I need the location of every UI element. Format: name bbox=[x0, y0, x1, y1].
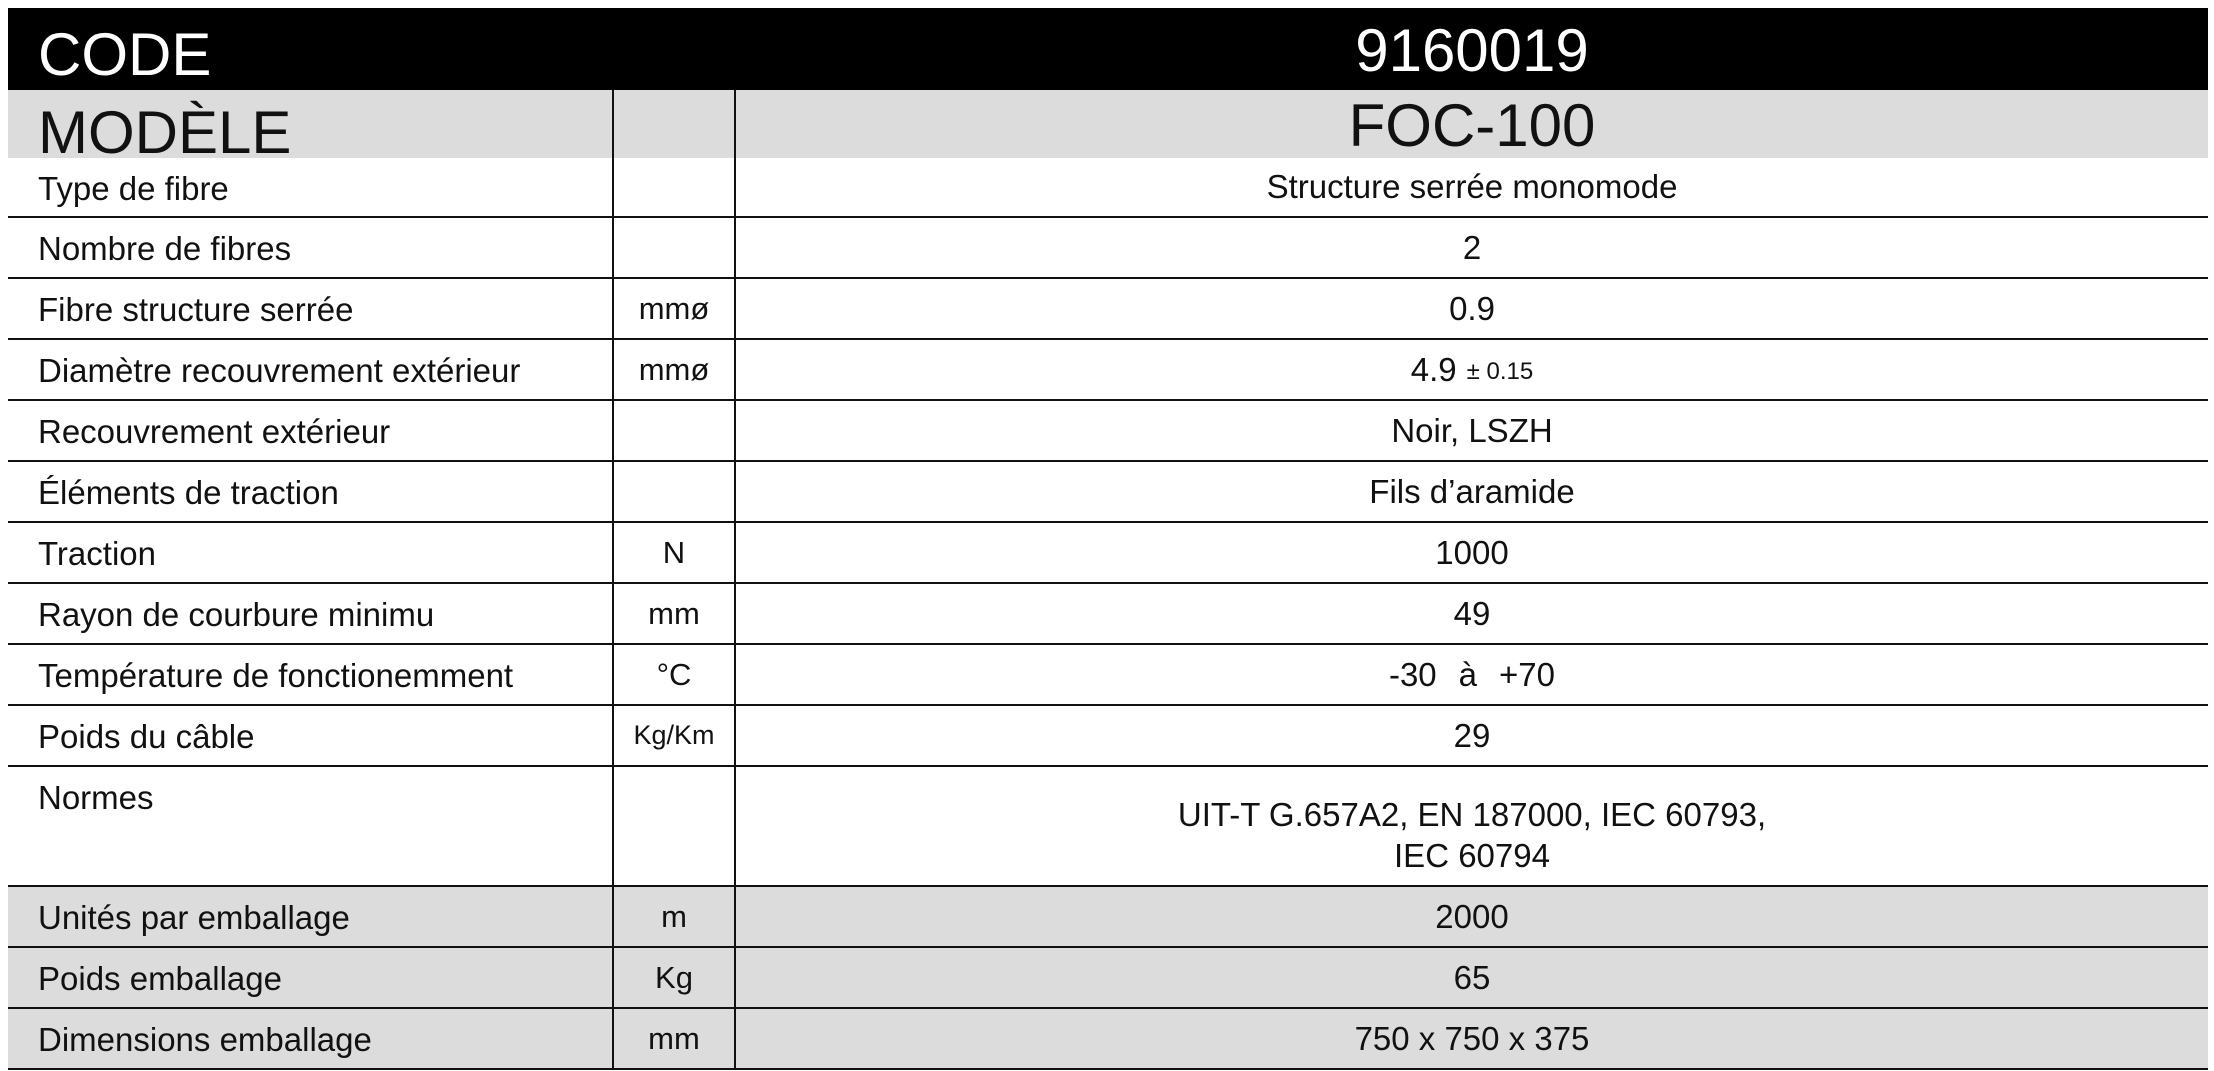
spec-label: Fibre structure serrée bbox=[38, 291, 354, 328]
temp-max: +70 bbox=[1499, 655, 1556, 693]
standards-line-2: IEC 60794 bbox=[1394, 837, 1550, 874]
spec-label: Normes bbox=[38, 779, 154, 816]
model-label: MODÈLE bbox=[38, 98, 292, 158]
spec-label: Éléments de traction bbox=[38, 474, 339, 511]
spec-label: Température de fonctionemment bbox=[38, 657, 514, 694]
spec-unit bbox=[612, 158, 736, 216]
spec-unit bbox=[612, 462, 736, 521]
pack-unit: m bbox=[612, 887, 736, 946]
pack-row-dimensions bbox=[8, 1009, 2208, 1070]
spec-label: Type de fibre bbox=[38, 170, 229, 207]
spec-value: Fils d’aramide bbox=[1369, 472, 1575, 510]
spec-row-temperature bbox=[8, 645, 2208, 706]
spec-label: Traction bbox=[38, 535, 156, 572]
code-label: CODE bbox=[38, 20, 212, 88]
spec-label: Diamètre recouvrement extérieur bbox=[38, 352, 521, 389]
pack-label: Poids emballage bbox=[38, 960, 282, 997]
spec-tolerance: ± 0.15 bbox=[1466, 357, 1534, 385]
spec-unit: mmø bbox=[612, 279, 736, 338]
spec-row-cable-weight bbox=[8, 706, 2208, 767]
standards-line-1: UIT-T G.657A2, EN 187000, IEC 60793, bbox=[1177, 796, 1767, 833]
spec-value: 29 bbox=[1453, 716, 1491, 754]
spec-label: Recouvrement extérieur bbox=[38, 413, 391, 450]
pack-value: 750 x 750 x 375 bbox=[1354, 1019, 1590, 1057]
spec-unit: Kg/Km bbox=[612, 706, 736, 765]
spec-row-standards bbox=[8, 767, 2208, 887]
spec-value: 4.9 bbox=[1410, 350, 1457, 388]
spec-row-tight-buffer bbox=[8, 279, 2208, 340]
spec-value: 49 bbox=[1453, 594, 1491, 632]
model-value: FOC-100 bbox=[1348, 91, 1596, 158]
spec-value-cell bbox=[736, 767, 2208, 885]
spec-value: Noir, LSZH bbox=[1391, 411, 1553, 449]
spec-row-strength-members bbox=[8, 462, 2208, 523]
spec-label: Poids du câble bbox=[38, 718, 255, 755]
temp-min: -30 bbox=[1388, 655, 1437, 693]
spec-label: Rayon de courbure minimu bbox=[38, 596, 435, 633]
spec-unit bbox=[612, 401, 736, 460]
spec-row-tensile bbox=[8, 523, 2208, 584]
spec-unit: °C bbox=[612, 645, 736, 704]
model-unit-cell bbox=[612, 90, 736, 158]
spec-unit bbox=[612, 767, 736, 885]
spec-row-outer-diameter bbox=[8, 340, 2208, 401]
pack-unit: mm bbox=[612, 1009, 736, 1068]
pack-value: 2000 bbox=[1435, 897, 1509, 935]
spec-unit bbox=[612, 218, 736, 277]
spec-row-fiber-type bbox=[8, 158, 2208, 218]
model-row bbox=[8, 90, 2208, 158]
code-value: 9160019 bbox=[1355, 16, 1589, 84]
spec-value: Structure serrée monomode bbox=[1266, 168, 1678, 205]
spec-value: 2 bbox=[1462, 228, 1482, 266]
spec-value-cell bbox=[736, 340, 2208, 399]
pack-label: Dimensions emballage bbox=[38, 1021, 372, 1058]
pack-row-units bbox=[8, 887, 2208, 948]
spec-row-bend-radius bbox=[8, 584, 2208, 645]
spec-row-outer-jacket bbox=[8, 401, 2208, 462]
pack-row-weight bbox=[8, 948, 2208, 1009]
spec-unit: mm bbox=[612, 584, 736, 643]
spec-unit: N bbox=[612, 523, 736, 582]
spec-label: Nombre de fibres bbox=[38, 230, 292, 267]
spec-unit: mmø bbox=[612, 340, 736, 399]
spec-value: 0.9 bbox=[1449, 289, 1495, 327]
pack-label: Unités par emballage bbox=[38, 899, 350, 936]
spec-value-cell bbox=[736, 645, 2208, 704]
pack-value: 65 bbox=[1453, 958, 1491, 996]
spec-sheet-table bbox=[8, 8, 2208, 1070]
temp-separator: à bbox=[1458, 655, 1478, 693]
pack-unit: Kg bbox=[612, 948, 736, 1007]
code-row bbox=[8, 8, 2208, 90]
spec-value: 1000 bbox=[1435, 533, 1509, 571]
spec-row-fiber-count bbox=[8, 218, 2208, 279]
